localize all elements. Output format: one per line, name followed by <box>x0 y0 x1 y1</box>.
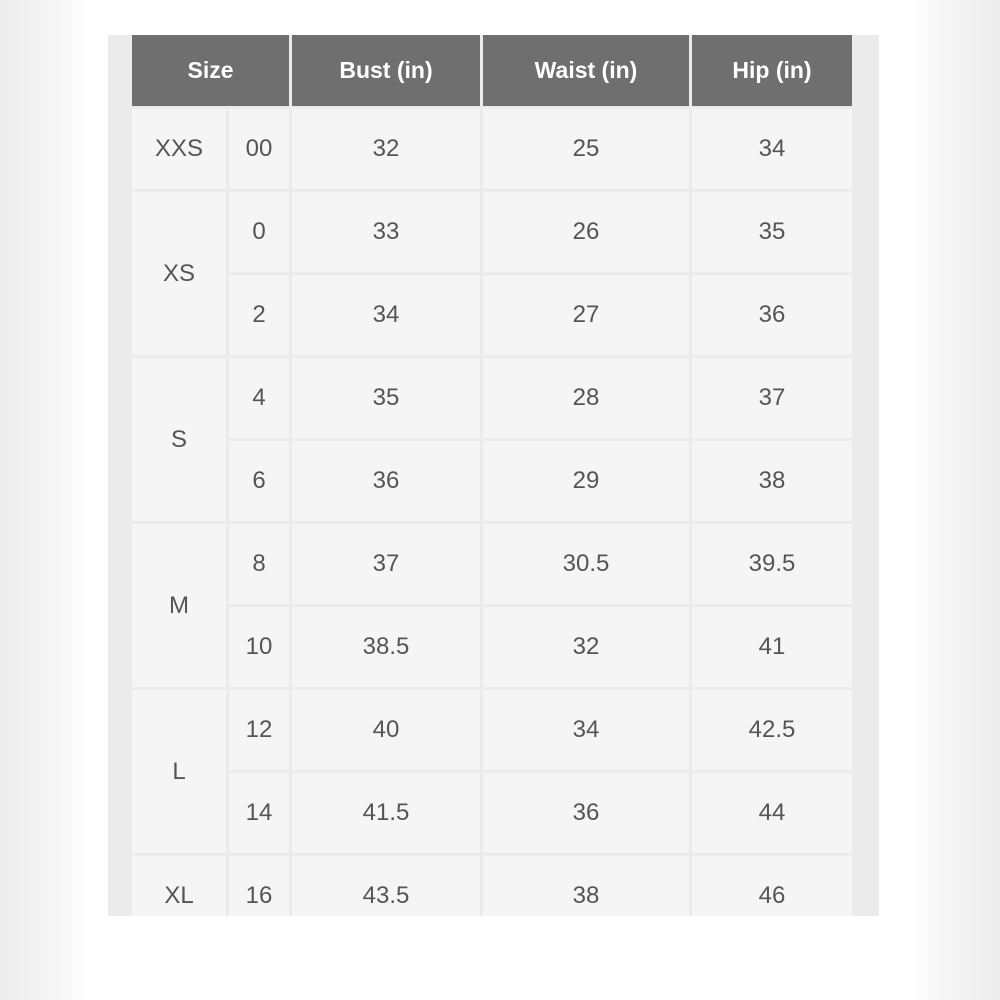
hip-value: 42.5 <box>692 690 852 770</box>
bust-value: 38.5 <box>292 607 480 687</box>
size-label: S <box>132 358 226 521</box>
bust-value: 34 <box>292 275 480 355</box>
header-bust: Bust (in) <box>292 35 480 106</box>
header-waist: Waist (in) <box>483 35 689 106</box>
size-label: XS <box>132 192 226 355</box>
size-label: XXS <box>132 109 226 189</box>
size-label: L <box>132 690 226 853</box>
waist-value: 29 <box>483 441 689 521</box>
size-label: XL <box>132 856 226 916</box>
bust-value: 32 <box>292 109 480 189</box>
bust-value: 37 <box>292 524 480 604</box>
size-number: 6 <box>229 441 289 521</box>
bust-value: 35 <box>292 358 480 438</box>
hip-value: 38 <box>692 441 852 521</box>
size-number: 4 <box>229 358 289 438</box>
hip-value: 44 <box>692 773 852 853</box>
waist-value: 36 <box>483 773 689 853</box>
size-number: 16 <box>229 856 289 916</box>
waist-value: 28 <box>483 358 689 438</box>
hip-value: 37 <box>692 358 852 438</box>
waist-value: 25 <box>483 109 689 189</box>
size-label: M <box>132 524 226 687</box>
waist-value: 30.5 <box>483 524 689 604</box>
waist-value: 26 <box>483 192 689 272</box>
hip-value: 39.5 <box>692 524 852 604</box>
waist-value: 38 <box>483 856 689 916</box>
size-number: 8 <box>229 524 289 604</box>
header-size: Size <box>132 35 289 106</box>
size-number: 14 <box>229 773 289 853</box>
size-chart-sheet <box>108 35 879 916</box>
waist-value: 27 <box>483 275 689 355</box>
hip-value: 41 <box>692 607 852 687</box>
hip-value: 36 <box>692 275 852 355</box>
waist-value: 34 <box>483 690 689 770</box>
hip-value: 34 <box>692 109 852 189</box>
size-number: 0 <box>229 192 289 272</box>
hip-value: 35 <box>692 192 852 272</box>
size-number: 2 <box>229 275 289 355</box>
size-chart-table <box>132 35 852 916</box>
bust-value: 40 <box>292 690 480 770</box>
bust-value: 43.5 <box>292 856 480 916</box>
waist-value: 32 <box>483 607 689 687</box>
hip-value: 46 <box>692 856 852 916</box>
bust-value: 41.5 <box>292 773 480 853</box>
header-hip: Hip (in) <box>692 35 852 106</box>
bust-value: 36 <box>292 441 480 521</box>
size-number: 10 <box>229 607 289 687</box>
size-number: 00 <box>229 109 289 189</box>
bust-value: 33 <box>292 192 480 272</box>
size-number: 12 <box>229 690 289 770</box>
